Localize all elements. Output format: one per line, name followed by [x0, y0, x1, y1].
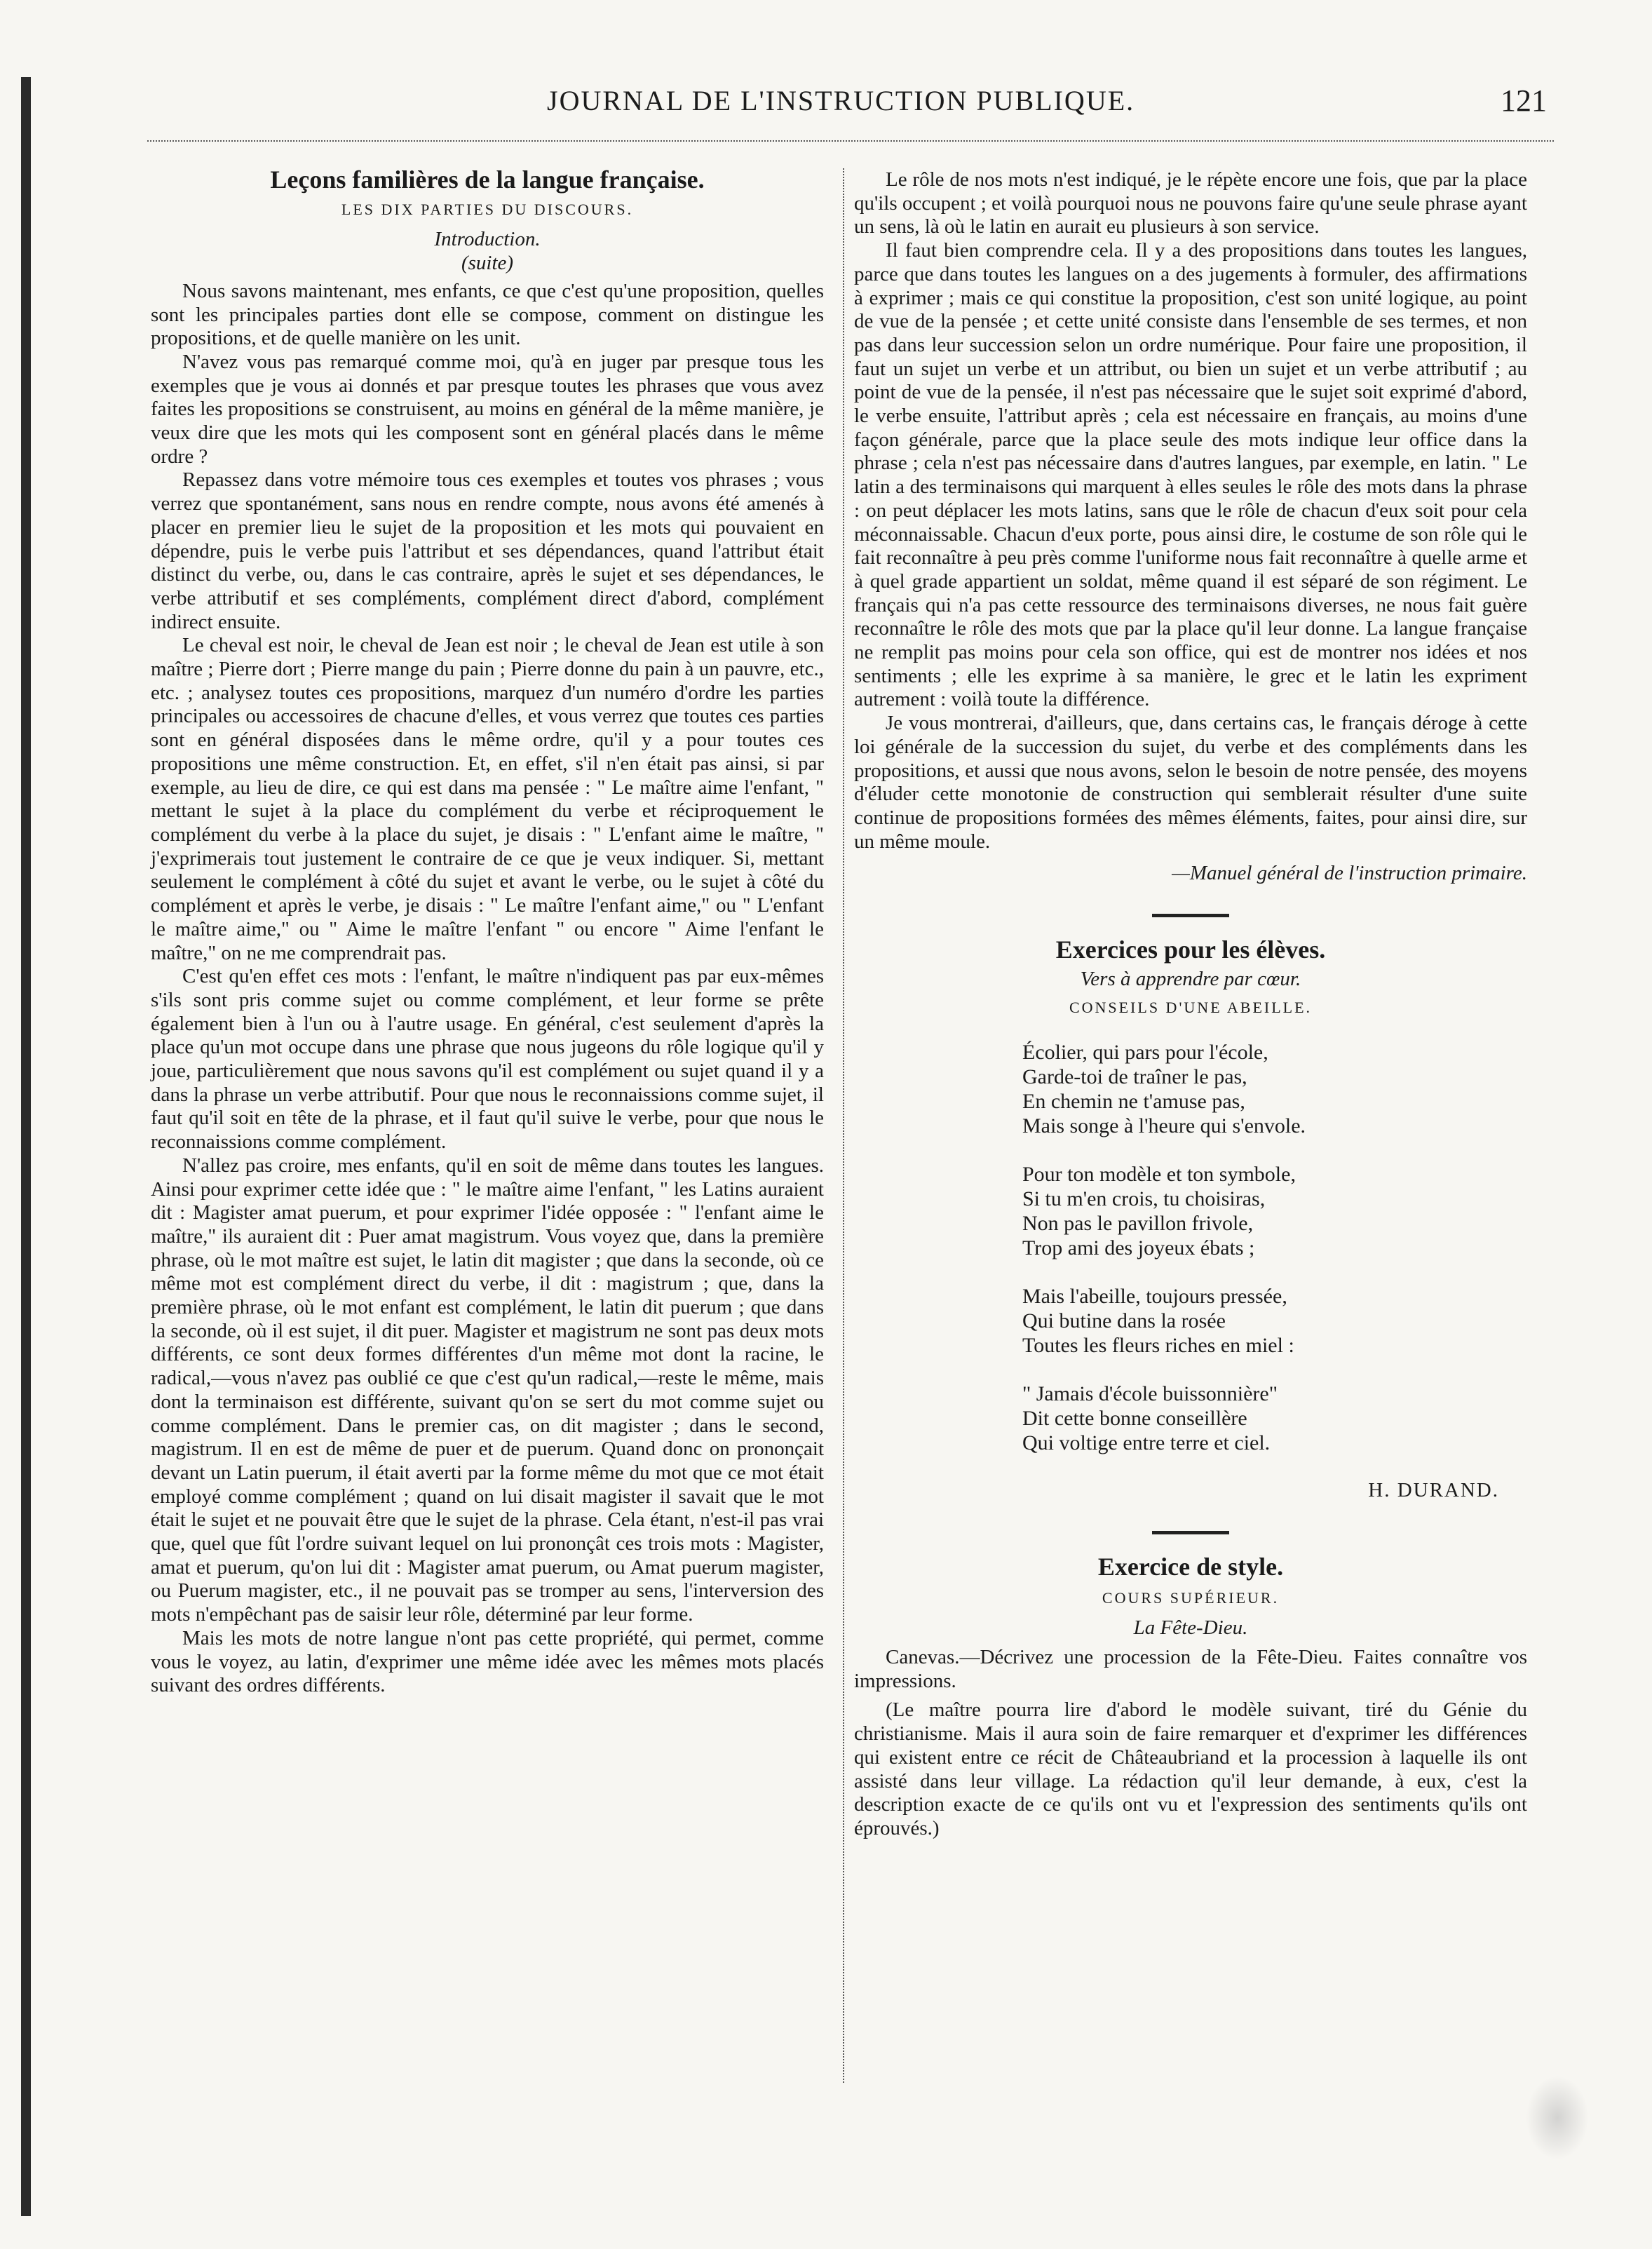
style-title: Exercice de style.: [1097, 1552, 1284, 1581]
column-rule: [843, 168, 844, 2083]
poem-line: Si tu m'en crois, tu choisiras,: [1022, 1187, 1266, 1211]
right-column: [854, 168, 1527, 1841]
paragraph: Le cheval est noir, le cheval de Jean est noir ; le cheval de Jean est utile à son maître ; Pierre dort ; Pierre mange du pain ; Pierre donne du pain à un pauvre, etc., etc. ; analysez toutes ces propositions, marquez d'un numéro d'ordre les parties principales ou accessoires de chacune d'elles, et vous verrez que toutes ces parties sont en général disposées dans le même ordre, qu'il y a pour toutes ces propositions une même construction. Et, en effet, s'il n'en était pas ainsi, si par exemple, au lieu de dire, ce qui est dans ma pensée : " Le maître aime l'enfant, " mettant le sujet à la place du complément du verbe et réciproquement le complément du verbe à la place du sujet, je disais : " L'enfant aime le maître, " j'exprimerais tout justement le contraire de ce que je veux indiquer. Si, mettant seulement le complément à côté du sujet et avant le verbe, ou le sujet à côté du complément et après le verbe, je disais : " Le maître l'enfant aime," ou " L'enfant le maître aime," ou " Aime le maître l'enfant " ou encore " Aime l'enfant le maître," on ne me comprendrait pas.: [151, 634, 824, 964]
continued-label: (suite): [461, 252, 514, 275]
poem-stanza: [1022, 1040, 1527, 1138]
poem-stanza: [1022, 1382, 1527, 1455]
section-divider: [1152, 914, 1229, 917]
poem-line: En chemin ne t'amuse pas,: [1022, 1090, 1245, 1114]
article-subtitle: LES DIX PARTIES DU DISCOURS.: [341, 200, 634, 218]
paragraph: N'avez vous pas remarqué comme moi, qu'à en juger par presque tous les exemples que je vous ai donnés et par presque toutes les phrases que vous avez faites les propositions se construisent, au moins en général de la même manière, je veux dire que les mots qui les composent sont en général placés dans le même ordre ?: [151, 350, 824, 468]
poem-line: Trop ami des joyeux ébats ;: [1022, 1236, 1255, 1260]
article-title: Leçons familières de la langue française.: [270, 166, 705, 194]
poem-line: Dit cette bonne conseillère: [1022, 1407, 1247, 1431]
paragraph: N'allez pas croire, mes enfants, qu'il en soit de même dans toutes les langues. Ainsi pour exprimer cette idée que : " le maître aime l'enfant, " les Latins auraient dit : Magister amat puerum, et pour exprimer l'idée opposée : " l'enfant aime le maître," ils auraient dit : Puer amat magistrum. Vous voyez que, dans la première phrase, où le mot maître est sujet, le latin dit magister ; que dans la seconde, où ce même mot est complément direct du verbe, il dit : magistrum ; que, dans la première phrase, où le mot enfant est complément, le latin dit puerum ; que dans la seconde, où il est sujet, il dit puer. Magister et magistrum ne sont pas deux mots différents, ce sont deux formes différentes d'un même mot dont la racine, le radical,—vous n'avez pas oublié ce que c'est qu'un radical,—reste le même, mais dont la terminaison est différente, suivant qu'on se sert du mot comme sujet ou comme complément. Dans le premier cas, on dit magister ; dans le second, magistrum. Il en est de même de puer et de puerum. Quand donc on prononçait devant un Latin puerum, il était averti par la forme même du mot que ce mot était employé comme complément ; quand on lui disait magister il savait que le mot était le sujet et ne pouvait être que le sujet de la phrase. Cela étant, n'est-il pas vrai que, quel que fût l'ordre suivant lequel on lui prononçât ces trois mots : Magister, amat et puerum, qu'on lui dit : Magister amat puerum, ou Amat puerum magister, ou Puerum magister, etc., il ne pouvait pas se tromper au sens, l'interversion des mots n'empêchant pas de saisir leur rôle, déterminé par leur forme.: [151, 1154, 824, 1626]
poem-line: Non pas le pavillon frivole,: [1022, 1212, 1254, 1236]
journal-title: JOURNAL DE L'INSTRUCTION PUBLIQUE.: [547, 85, 1135, 116]
poem-line: Pour ton modèle et ton symbole,: [1022, 1163, 1296, 1187]
poem-line: Mais songe à l'heure qui s'envole.: [1022, 1114, 1306, 1138]
poem: [1022, 1040, 1527, 1455]
section-heading: Introduction.: [434, 228, 541, 251]
page-smudge: [1526, 2076, 1589, 2160]
exercises-subtitle: Vers à apprendre par cœur.: [1080, 967, 1301, 990]
paragraph: Nous savons maintenant, mes enfants, ce que c'est qu'une proposition, quelles sont les principales parties dont elle se compose, comment on distingue les propositions, et de quelle manière on les unit.: [151, 279, 824, 350]
section-divider: [1152, 1531, 1229, 1534]
poem-signature: H. DURAND.: [1368, 1479, 1499, 1502]
paragraph: Canevas.—Décrivez une procession de la Fête-Dieu. Faites connaître vos impressions.: [854, 1646, 1527, 1692]
binding-edge: [21, 77, 31, 2216]
page-header: [154, 84, 1547, 126]
paragraph: Mais les mots de notre langue n'ont pas cette propriété, qui permet, comme vous le voyez, au latin, d'exprimer une même idée avec les mêmes mots placés suivant des ordres différents.: [151, 1626, 824, 1697]
source-attribution: —Manuel général de l'instruction primaire.: [1172, 862, 1527, 885]
exercises-title: Exercices pour les élèves.: [1055, 936, 1326, 964]
style-level: COURS SUPÉRIEUR.: [1102, 1588, 1280, 1607]
poem-line: Qui butine dans la rosée: [1022, 1309, 1226, 1333]
poem-line: Écolier, qui pars pour l'école,: [1022, 1041, 1268, 1065]
style-topic: La Fête-Dieu.: [1133, 1616, 1248, 1640]
left-column: [151, 168, 824, 1698]
poem-line: Garde-toi de traîner le pas,: [1022, 1065, 1247, 1089]
paragraph: Le rôle de nos mots n'est indiqué, je le répète encore une fois, que par la place qu'ils occupent ; et voilà pourquoi nous ne pouvons faire qu'une seule phrase ayant un sens, là où le latin en aurait eu plusieurs à son service.: [854, 168, 1527, 238]
header-rule: [147, 140, 1554, 142]
paragraph: C'est qu'en effet ces mots : l'enfant, le maître n'indiquent pas par eux-mêmes s'ils sont pris comme sujet ou comme complément, et leur forme se prête également bien à l'un ou à l'autre usage. En général, c'est seulement d'après la place qu'un mot occupe dans une phrase que nous jugeons du rôle logique qu'il y joue, particulièrement que nous savons qu'il est complément ou sujet quand il y a dans la phrase un verbe attributif. Pour que nous le reconnaissions comme sujet, il faut qu'il soit en tête de la phrase, et il faut qu'il suive le verbe, pour que nous le reconnaissions comme complément.: [151, 965, 824, 1154]
paragraph: Il faut bien comprendre cela. Il y a des propositions dans toutes les langues, parce que dans toutes les langues on a des jugements à formuler, des affirmations à exprimer ; mais ce qui constitue la proposition, c'est son unité logique, au point de vue de la pensée ; et cette unité consiste dans l'ensemble de ses termes, et non pas dans leur succession selon un ordre numérique. Pour faire une proposition, il faut un sujet un verbe et un attribut, ou bien un sujet et un verbe attributif ; au point de vue de la pensée, il n'est pas nécessaire que le sujet soit exprimé d'abord, le verbe ensuite, l'attribut après ; cela est nécessaire en français, au moins d'une façon générale, parce que la place seule des mots indique leur office dans la phrase ; cela n'est pas nécessaire dans d'autres langues, par exemple, en latin. " Le latin a des terminaisons qui marquent à elles seules le rôle des mots dans la phrase : on peut déplacer les mots latins, sans que le rôle de chacun d'eux soit pour cela méconnaissable. Chacun d'eux porte, pous ainsi dire, le costume de son rôle qui le fait reconnaître à peu près comme l'uniforme nous fait reconnaître à quelle arme et à quel grade appartient un soldat, même quand il est séparé de son régiment. Le français qui n'a pas cette ressource des terminaisons diverses, ne nous fait guère reconnaître le rôle des mots que par la place qu'il leur donne. La langue française ne remplit pas moins pour cela son office, qui est de montrer nos idées et nos sentiments ; elle les exprime à sa manière, le grec et le latin les expriment autrement : voilà toute la différence.: [854, 239, 1527, 711]
paragraph: Je vous montrerai, d'ailleurs, que, dans certains cas, le français déroge à cette loi générale de la succession du sujet, du verbe et des compléments dans les propositions, et aussi que nous avons, selon le besoin de notre pensée, des moyens d'éluder cette monotonie de construction qui semblerait résulter d'une suite continue de propositions formées des mêmes éléments, faites, pour ainsi dire, sur un même moule.: [854, 712, 1527, 853]
poem-line: Qui voltige entre terre et ciel.: [1022, 1431, 1271, 1455]
poem-stanza: [1022, 1162, 1527, 1260]
poem-line: Mais l'abeille, toujours pressée,: [1022, 1285, 1287, 1309]
poem-title: CONSEILS D'UNE ABEILLE.: [1069, 998, 1313, 1016]
paragraph: (Le maître pourra lire d'abord le modèle suivant, tiré du Génie du christianisme. Mais il aura soin de faire remarquer et d'exprimer les différences qui existent entre ce récit de Châteaubriand et la procession à laquelle ils ont assisté dans leur village. La rédaction qu'il leur demande, à eux, c'est la description exacte de ce qu'ils ont vu et l'expression des sentiments qu'ils ont éprouvés.): [854, 1698, 1527, 1839]
page-number: 121: [1501, 83, 1547, 118]
paragraph: Repassez dans votre mémoire tous ces exemples et toutes vos phrases ; vous verrez que spontanément, sans nous en rendre compte, nous avons été amenés à placer en premier lieu le sujet de la proposition et les mots qui pouvaient en dépendre, puis le verbe puis l'attribut et ses dépendances, quand l'attribut était distinct du verbe, ou, dans le cas contraire, après le sujet et ses dépendances, le verbe attributif et ses compléments, complément direct d'abord, complément indirect ensuite.: [151, 468, 824, 633]
poem-line: Toutes les fleurs riches en miel :: [1022, 1334, 1294, 1358]
poem-line: " Jamais d'école buissonnière": [1022, 1382, 1278, 1406]
poem-stanza: [1022, 1284, 1527, 1358]
